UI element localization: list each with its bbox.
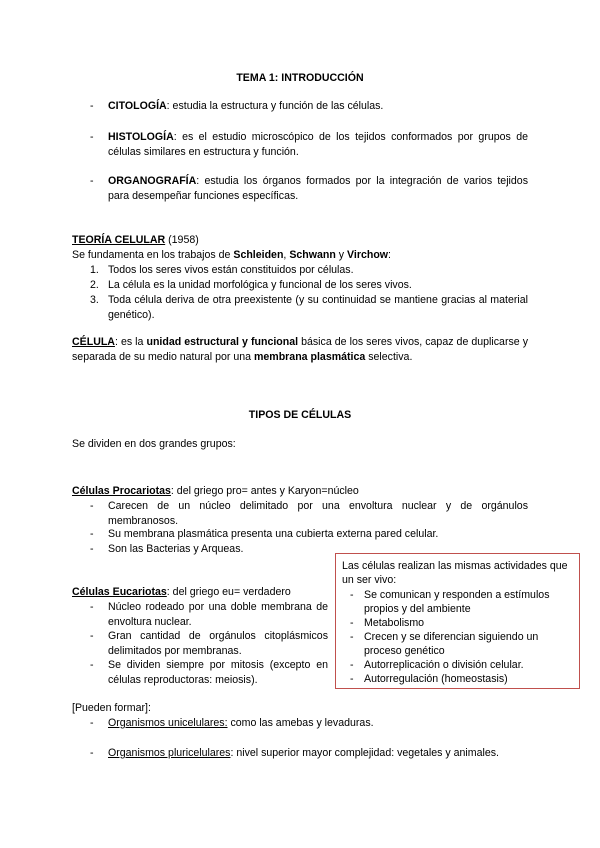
dash-bullet: -	[90, 543, 94, 555]
dash-bullet: -	[90, 717, 94, 729]
item-term: Organismos pluricelulares	[108, 747, 231, 759]
eucariotas-heading	[72, 585, 322, 600]
section-title: TIPOS DE CÉLULAS	[248, 409, 352, 421]
callout-intro: Las células realizan las mismas actividades que un ser vivo:	[342, 560, 568, 586]
term: ORGANOGRAFÍA	[108, 175, 197, 187]
heading-year: (1958)	[165, 234, 199, 246]
heading-text: : del griego pro= antes y Karyon=núcleo	[170, 485, 359, 497]
item-text: Autorregulación (homeostasis)	[364, 673, 508, 685]
dash-bullet: -	[90, 500, 94, 512]
celula-term: CÉLULA	[72, 336, 115, 348]
dash-bullet: -	[90, 630, 94, 642]
item-term: Organismos unicelulares:	[108, 717, 228, 729]
tipos-intro: Se dividen en dos grandes grupos:	[72, 438, 236, 450]
activities-callout-box	[335, 553, 580, 689]
list-number: 2.	[90, 279, 99, 291]
dash-bullet: -	[350, 589, 354, 601]
dash-bullet: -	[350, 659, 354, 671]
dash-bullet: -	[90, 131, 94, 143]
paragraph-text: básica de los seres vivos, capaz de duplicarse y separada de su medio natural por una	[72, 336, 529, 363]
point-text: Todos los seres vivos están constituidos por células.	[108, 264, 354, 276]
pueden-label: [Pueden formar]:	[72, 702, 151, 714]
item-text: Núcleo rodeado por una doble membrana de envoltura nuclear.	[108, 601, 328, 628]
heading-term: Células Eucariotas	[72, 586, 167, 598]
separator: :	[388, 249, 391, 261]
page-title: TEMA 1: INTRODUCCIÓN	[236, 72, 364, 84]
teoria-intro	[72, 248, 528, 263]
scientist-name: Schleiden	[233, 249, 284, 261]
teoria-heading	[72, 233, 528, 248]
item-text: como las amebas y levaduras.	[227, 717, 374, 729]
dash-bullet: -	[350, 673, 354, 685]
item-text: Su membrana plasmática presenta una cubierta externa pared celular.	[108, 528, 439, 540]
definition-text: : estudia los órganos formados por la integración de varios tejidos para desempeñar funciones específicas.	[108, 175, 528, 202]
scientist-name: Virchow	[347, 249, 389, 261]
item-text: Autorreplicación o división celular.	[364, 659, 524, 671]
separator: ,	[283, 249, 290, 261]
dash-bullet: -	[350, 631, 354, 643]
item-text: : nivel superior mayor complejidad: vegetales y animales.	[230, 747, 499, 759]
celula-paragraph	[72, 335, 528, 365]
bold-text: unidad estructural y funcional	[146, 336, 299, 348]
dash-bullet: -	[90, 659, 94, 671]
dash-bullet: -	[90, 175, 94, 187]
list-number: 1.	[90, 264, 99, 276]
paragraph-text: selectiva.	[365, 351, 413, 363]
point-text: La célula es la unidad morfológica y funcional de los seres vivos.	[108, 279, 412, 291]
dash-bullet: -	[90, 528, 94, 540]
procariotas-heading	[72, 484, 528, 499]
item-text: Son las Bacterias y Arqueas.	[108, 543, 244, 555]
separator: y	[335, 249, 348, 261]
item-text: Se dividen siempre por mitosis (excepto en células reproductoras: meiosis).	[108, 659, 328, 686]
intro-text: Se fundamenta en los trabajos de	[72, 249, 234, 261]
heading-term: TEORÍA CELULAR	[72, 234, 166, 246]
dash-bullet: -	[90, 601, 94, 613]
item-text: Carecen de un núcleo delimitado por una envoltura nuclear y de orgánulos membranosos.	[108, 500, 528, 527]
term: HISTOLOGÍA	[108, 131, 174, 143]
term: CITOLOGÍA	[108, 100, 167, 112]
point-text: Toda célula deriva de otra preexistente (y su continuidad se mantiene gracias al material genético).	[108, 294, 528, 321]
item-text: Metabolismo	[364, 617, 425, 629]
heading-text: : del griego eu= verdadero	[166, 586, 291, 598]
dash-bullet: -	[90, 747, 94, 759]
item-text: Se comunican y responden a estímulos propios y del ambiente	[364, 589, 550, 615]
dash-bullet: -	[90, 100, 94, 112]
heading-term: Células Procariotas	[72, 485, 171, 497]
list-number: 3.	[90, 294, 99, 306]
item-text: Gran cantidad de orgánulos citoplásmicos delimitados por membranas.	[108, 630, 328, 657]
item-text: Crecen y se diferencian siguiendo un proceso genético	[364, 631, 539, 657]
paragraph-text: : es la	[114, 336, 147, 348]
scientist-name: Schwann	[289, 249, 336, 261]
definition-text: : estudia la estructura y función de las células.	[166, 100, 384, 112]
dash-bullet: -	[350, 617, 354, 629]
bold-text: membrana plasmática	[253, 351, 366, 363]
definition-text: : es el estudio microscópico de los tejidos conformados por grupos de células similares en estructura y función.	[108, 131, 528, 158]
